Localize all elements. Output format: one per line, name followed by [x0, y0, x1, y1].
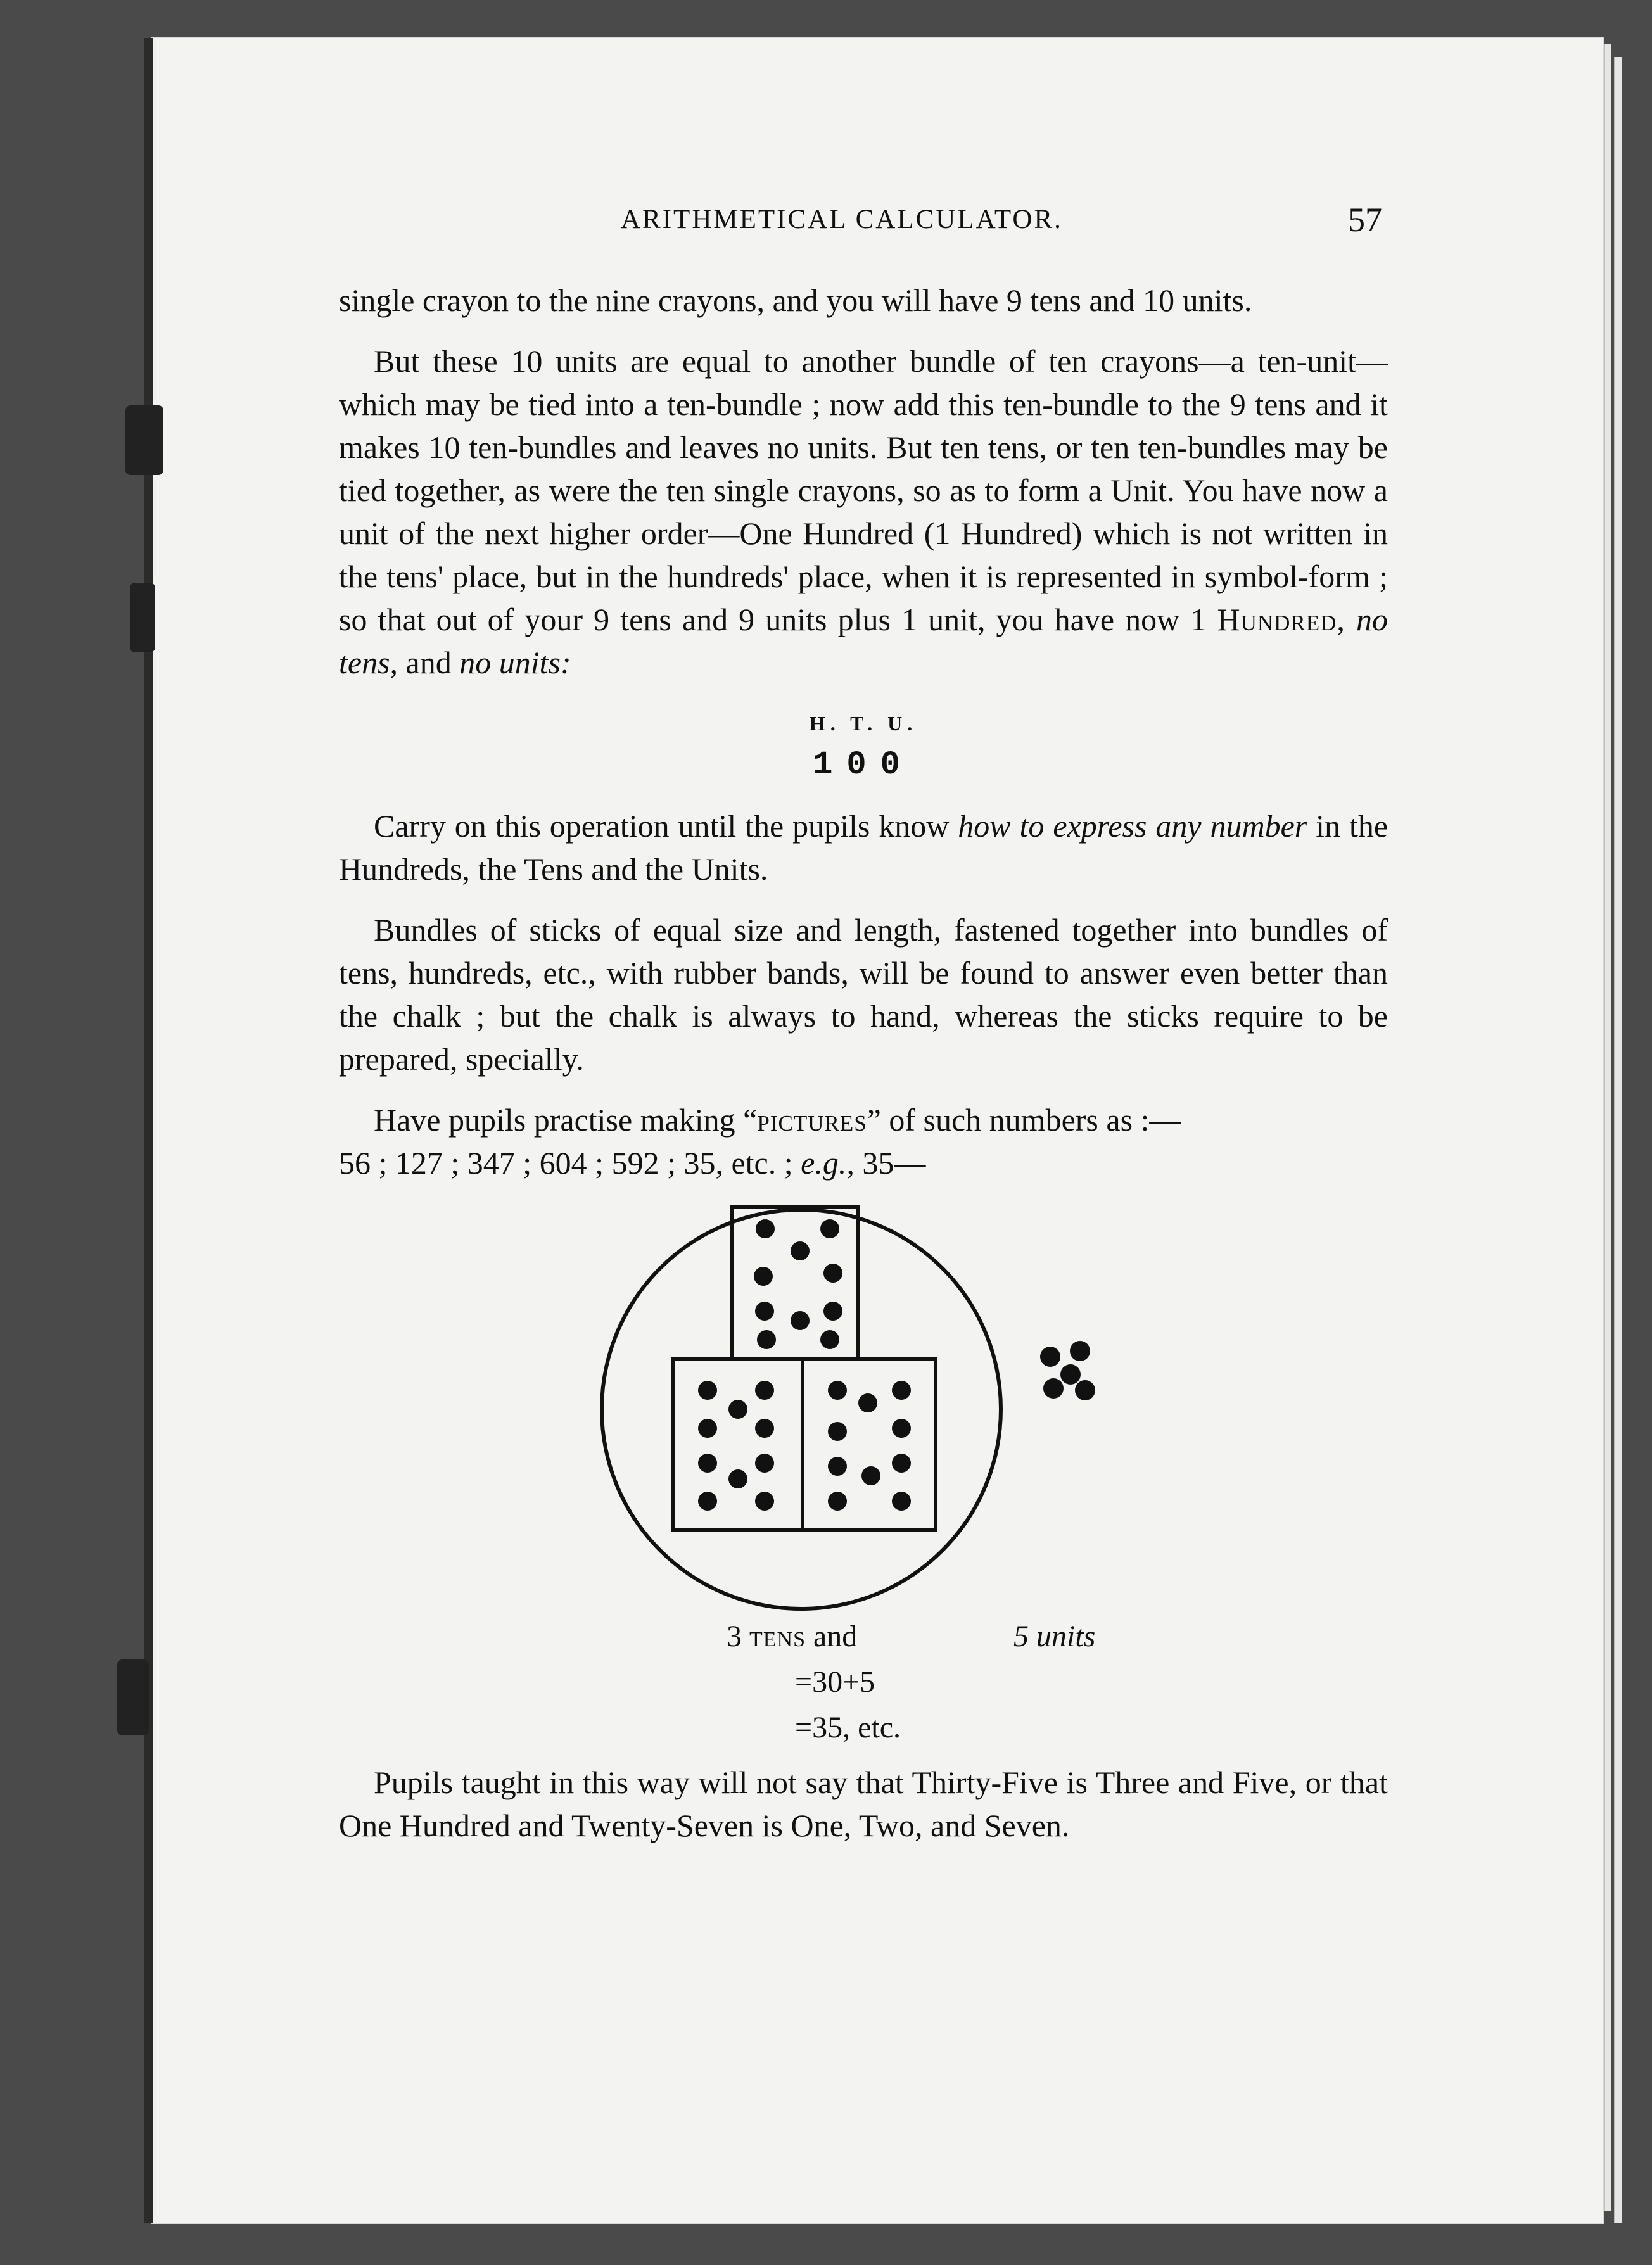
unit-dot — [892, 1492, 911, 1511]
loose-unit-dot — [1060, 1364, 1081, 1385]
paragraph-text: ” of such numbers as :— — [867, 1102, 1181, 1138]
unit-dot — [754, 1267, 773, 1286]
equation-line: =30+5 — [795, 1665, 875, 1699]
paragraph: Pupils taught in this way will not say that Thirty-Five is Three and Five, or that One Hundred and Twenty-Seven is One, Two, and Seven. — [339, 1765, 1388, 1843]
unit-dot — [728, 1400, 747, 1419]
place-value-number: 100 — [813, 746, 914, 784]
paragraph — [339, 804, 1388, 891]
page-body — [339, 279, 1388, 1865]
caption-and: and — [813, 1620, 858, 1653]
no-units-term: no units: — [459, 645, 571, 680]
caption-tens-word: tens — [749, 1620, 806, 1653]
loose-unit-dot — [1070, 1341, 1090, 1361]
running-head: ARITHMETICAL CALCULATOR. — [621, 205, 1063, 234]
unit-dot — [791, 1311, 810, 1330]
ten-bundle-box — [732, 1207, 858, 1359]
number-list: 56 ; 127 ; 347 ; 604 ; 592 ; 35, etc. ; — [339, 1145, 793, 1181]
unit-dot — [698, 1381, 717, 1400]
unit-dot — [828, 1381, 847, 1400]
unit-dot — [698, 1492, 717, 1511]
unit-dot — [755, 1492, 774, 1511]
unit-dot — [755, 1302, 774, 1321]
paragraph-text: 35— — [862, 1145, 926, 1181]
unit-dot — [892, 1381, 911, 1400]
equation-line: =35, etc. — [795, 1711, 901, 1744]
ten-bundle-box — [803, 1359, 936, 1530]
loose-unit-dot — [1040, 1347, 1060, 1367]
eg-abbrev: e.g., — [801, 1145, 855, 1181]
unit-dot — [820, 1330, 839, 1349]
loose-unit-dot — [1075, 1380, 1095, 1400]
paragraph: single crayon to the nine crayons, and you will have 9 tens and 10 units. — [339, 282, 1252, 318]
book-spine — [144, 38, 153, 2223]
figure-caption — [339, 1615, 1388, 1761]
paragraph-text: and — [405, 645, 452, 680]
unit-dot — [861, 1466, 880, 1485]
paragraph: Bundles of sticks of equal size and length, fastened together into bundles of tens, hundreds, etc., with rubber bands, will be found to answer even better than the chalk ; but the chalk is always to hand, whereas the sticks require to be prepared, specially. — [339, 912, 1388, 1077]
unit-dot — [828, 1492, 847, 1511]
unit-dot — [755, 1419, 774, 1438]
unit-dot — [698, 1454, 717, 1473]
binding-thread-mark — [130, 583, 155, 652]
unit-dot — [823, 1302, 842, 1321]
unit-dot — [828, 1422, 847, 1441]
caption-tens — [727, 1615, 857, 1658]
unit-dot — [828, 1457, 847, 1476]
unit-dot — [698, 1419, 717, 1438]
paragraph-text: Have pupils practise making “ — [374, 1102, 758, 1138]
unit-dot — [755, 1381, 774, 1400]
paragraph — [339, 1098, 1388, 1184]
place-value-header: H. T. U. — [809, 712, 918, 735]
page-edge — [1614, 57, 1622, 2223]
page-edge — [1604, 44, 1611, 2211]
unit-dot — [820, 1219, 839, 1238]
paragraph-text: in the Hundreds, the Tens and the Units. — [339, 808, 1388, 887]
loose-unit-dot — [1043, 1378, 1064, 1399]
unit-dot — [858, 1393, 877, 1412]
binding-thread-mark — [125, 405, 163, 475]
unit-dot — [892, 1454, 911, 1473]
caption-units: 5 units — [1013, 1620, 1096, 1653]
paragraph — [339, 339, 1388, 684]
unit-dot — [728, 1469, 747, 1488]
tens-units-diagram — [339, 1184, 1388, 1615]
pictures-term: pictures — [757, 1102, 867, 1138]
unit-dot — [757, 1330, 776, 1349]
binding-thread-mark — [117, 1659, 149, 1735]
page-number: 57 — [1348, 201, 1382, 239]
unit-dot — [791, 1241, 810, 1260]
hundred-term: Hundred, — [1217, 602, 1345, 637]
paragraph-text: Carry on this operation until the pupils know — [374, 808, 950, 844]
emphasis-text: how to express any number — [958, 808, 1307, 844]
unit-dot — [755, 1454, 774, 1473]
unit-dot — [756, 1219, 775, 1238]
figure-35 — [339, 1184, 1388, 1615]
ten-bundle-box — [673, 1359, 803, 1530]
unit-dot — [892, 1419, 911, 1438]
no-tens-term: no tens, — [339, 602, 1388, 680]
paragraph-text: But these 10 units are equal to another bundle of ten crayons—a ten-unit—which may be tied into a ten-bundle ; now add this ten-bundle to the 9 tens and it makes 10 ten-bundles and leaves no units. But ten tens, or ten ten-bundles may be tied together, as were the ten single crayons, so as to form a Unit. You have now a unit of the next higher order—One Hundred (1 Hundred) which is not written in the tens' place, but in the hundreds' place, when it is represented in symbol-form ; so that out of your 9 tens and 9 units plus 1 unit, you have now 1 — [339, 343, 1388, 637]
caption-tens-number: 3 — [727, 1620, 742, 1653]
unit-dot — [823, 1264, 842, 1283]
